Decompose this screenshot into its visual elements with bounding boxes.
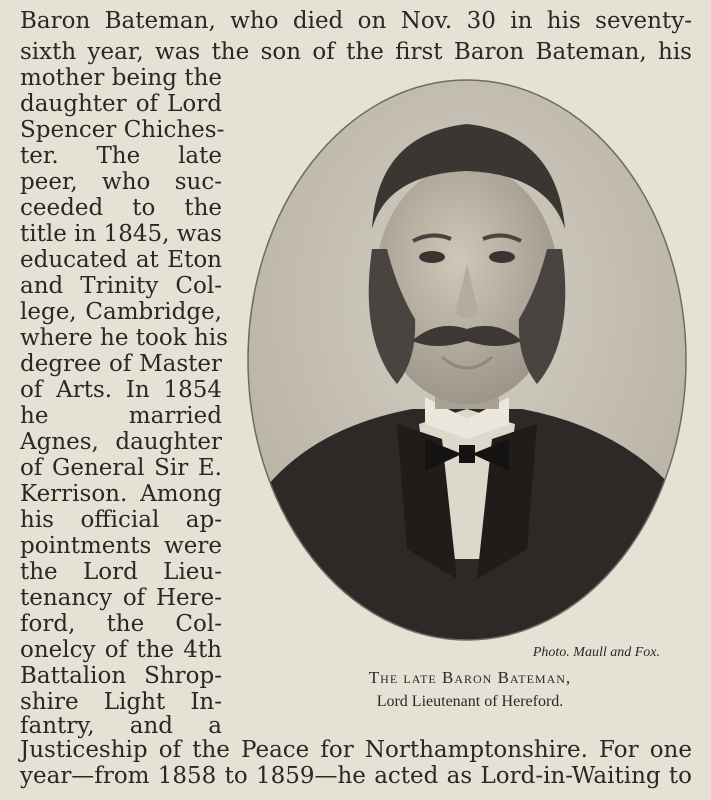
article-line-21: pointments were	[20, 533, 222, 559]
article-line-2: sixth year, was the son of the first Baron Bateman, his	[20, 39, 692, 65]
article-line-6: ter. The late	[20, 143, 222, 169]
article-line-26: Battalion Shrop-	[20, 663, 222, 689]
caption-title: The late Baron Bateman,	[368, 668, 572, 687]
article-line-10: educated at Eton	[20, 247, 222, 273]
article-line-1: Baron Bateman, who died on Nov. 30 in his seventy-	[20, 8, 692, 34]
article-line-28: fantry, and a	[20, 713, 222, 739]
article-line-13: where he took his	[20, 325, 228, 351]
article-line-20: his official ap-	[20, 507, 222, 533]
article-line-5: Spencer Chiches-	[20, 117, 225, 143]
article-line-14: degree of Master	[20, 351, 222, 377]
article-line-23: tenancy of Here-	[20, 585, 222, 611]
article-line-19: Kerrison. Among	[20, 481, 222, 507]
article-line-24: ford, the Col-	[20, 611, 222, 637]
article-line-8: ceeded to the	[20, 195, 222, 221]
article-line-9: title in 1845, was	[20, 221, 222, 247]
article-line-12: lege, Cambridge,	[20, 299, 222, 325]
article-line-7: peer, who suc-	[20, 169, 222, 195]
portrait-photo	[247, 79, 687, 642]
article-line-22: the Lord Lieu-	[20, 559, 222, 585]
article-line-29: Justiceship of the Peace for Northamptonshire. For one	[20, 737, 692, 763]
caption-subtitle: Lord Lieutenant of Hereford.	[376, 693, 564, 710]
article-line-30: year—from 1858 to 1859—he acted as Lord-in-Waiting to	[20, 763, 692, 789]
article-line-18: of General Sir E.	[20, 455, 222, 481]
article-line-3: mother being the	[20, 65, 222, 91]
article-line-27: shire Light In-	[20, 689, 222, 715]
photo-credit: Photo. Maull and Fox.	[532, 645, 660, 660]
article-line-25: onelcy of the 4th	[20, 637, 222, 663]
article-line-4: daughter of Lord	[20, 91, 222, 117]
portrait-illustration	[247, 79, 687, 642]
article-line-11: and Trinity Col-	[20, 273, 222, 299]
article-line-16: he married	[20, 403, 222, 429]
article-line-15: of Arts. In 1854	[20, 377, 222, 403]
article-line-17: Agnes, daughter	[20, 429, 222, 455]
